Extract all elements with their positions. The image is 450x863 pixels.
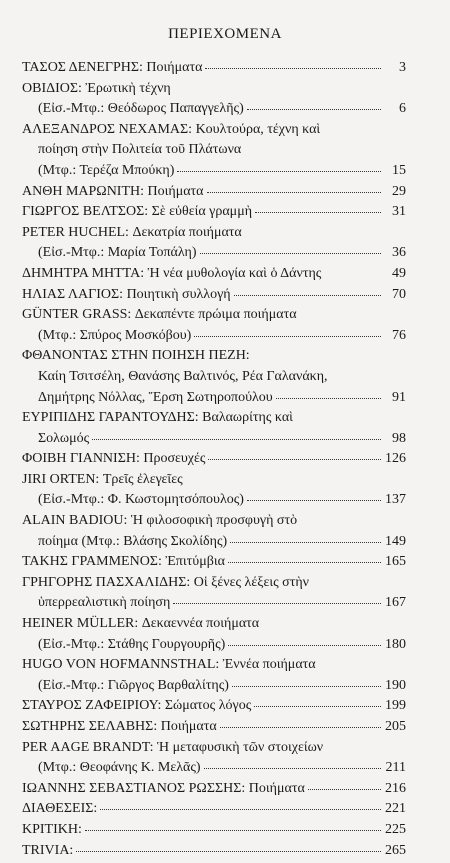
toc-entry — [22, 369, 406, 390]
toc-entry-text: ποίημα (Μτφ.: Βλάσης Σκολίδης) — [38, 533, 228, 549]
page-number: 49 — [392, 265, 406, 281]
dot-leader — [220, 727, 381, 728]
toc-entry — [22, 740, 406, 761]
dot-leader — [247, 500, 381, 501]
page-number: 31 — [392, 204, 406, 220]
toc-entry-text: Σολωμός — [38, 430, 90, 446]
toc-entry-text: ΕΥΡΙΠΙΔΗΣ ΓΑΡΑΝΤΟΥΔΗΣ: Βαλαωρίτης καὶ — [22, 410, 293, 426]
toc-entry-text: ΣΩΤΗΡΗΣ ΣΕΛΑΒΗΣ: Ποιήματα — [22, 719, 217, 734]
page-number: 76 — [392, 327, 406, 343]
table-of-contents — [22, 60, 406, 863]
page-number: 91 — [392, 389, 406, 405]
toc-entry-text: (Εἰσ.-Μτφ.: Μαρία Τοπάλη) — [38, 245, 197, 261]
toc-entry — [22, 534, 406, 555]
dot-leader — [207, 192, 381, 193]
dot-leader — [194, 336, 381, 337]
dot-leader — [308, 789, 381, 790]
toc-entry — [22, 163, 406, 184]
toc-entry — [22, 348, 406, 369]
toc-entry — [22, 575, 406, 596]
toc-entry-text: ΔΙΑΘΕΣΕΙΣ: — [22, 801, 98, 817]
page-number: 216 — [385, 780, 406, 796]
toc-entry — [22, 122, 406, 143]
dot-leader — [76, 851, 381, 852]
toc-entry — [22, 328, 406, 349]
toc-entry — [22, 781, 406, 802]
page-number: 165 — [385, 554, 406, 570]
toc-entry-text: ΤΑΣΟΣ ΔΕΝΕΓΡΗΣ: Ποιήματα — [22, 60, 203, 75]
toc-entry — [22, 307, 406, 328]
toc-entry — [22, 225, 406, 246]
toc-entry — [22, 287, 406, 308]
dot-leader — [255, 212, 381, 213]
toc-entry — [22, 616, 406, 637]
toc-entry-text: Δημήτρης Νόλλας, Ἔρση Σωτηροπούλου — [38, 389, 273, 405]
toc-entry — [22, 410, 406, 431]
toc-entry — [22, 431, 406, 452]
toc-entry-text: GÜNTER GRASS: Δεκαπέντε πρώιμα ποιήματα — [22, 307, 297, 323]
page-number: 98 — [392, 430, 406, 446]
toc-entry — [22, 554, 406, 575]
page-number: 265 — [385, 842, 406, 858]
toc-entry — [22, 492, 406, 513]
toc-entry — [22, 513, 406, 534]
toc-entry — [22, 637, 406, 658]
dot-leader — [228, 562, 381, 563]
page-title: ΠΕΡΙΕΧΟΜΕΝΑ — [168, 26, 282, 42]
toc-entry — [22, 245, 406, 266]
toc-entry-text: ΣΤΑΥΡΟΣ ΖΑΦΕΙΡΙΟΥ: Σώματος λόγος — [22, 698, 252, 714]
toc-entry-text: (Εἰσ.-Μτφ.: Στάθης Γουργουρῆς) — [38, 636, 226, 652]
toc-entry — [22, 81, 406, 102]
toc-entry-text: (Μτφ.: Θεοφάνης Κ. Μελᾶς) — [38, 760, 201, 776]
dot-leader — [173, 603, 381, 604]
dot-leader — [85, 830, 381, 831]
dot-leader — [228, 645, 381, 646]
dot-leader — [230, 542, 381, 543]
toc-entry-text: (Εἰσ.-Μτφ.: Γιῶργος Βαρθαλίτης) — [38, 677, 229, 693]
page-number: 211 — [385, 760, 406, 776]
toc-entry-text: ΑΝΘΗ ΜΑΡΩΝΙΤΗ: Ποιήματα — [22, 183, 204, 199]
page-number: 137 — [385, 492, 406, 508]
toc-entry-text: PER AAGE BRANDT: Ἡ μεταφυσικὴ τῶν στοιχείων — [22, 739, 324, 755]
page-number: 225 — [385, 821, 406, 837]
dot-leader — [177, 171, 381, 172]
toc-entry — [22, 843, 406, 863]
toc-entry-text: JIRI ORTEN: Τρεῖς ἐλεγεῖες — [22, 471, 183, 487]
dot-leader — [200, 253, 382, 254]
dot-leader — [234, 295, 381, 296]
page-number: 15 — [392, 162, 406, 178]
toc-entry-text: ΦΟΙΒΗ ΓΙΑΝΝΙΣΗ: Προσευχές — [22, 451, 206, 467]
dot-leader — [92, 439, 381, 440]
dot-leader — [276, 398, 381, 399]
toc-entry — [22, 390, 406, 411]
toc-entry-text: ΙΩΑΝΝΗΣ ΣΕΒΑΣΤΙΑΝΟΣ ΡΩΣΣΗΣ: Ποιήματα — [22, 780, 305, 796]
toc-entry-text: (Μτφ.: Σπύρος Μοσκόβου) — [38, 327, 192, 343]
toc-entry — [22, 760, 406, 781]
toc-entry-text: TRIVIA: — [22, 842, 74, 858]
toc-entry-text: ποίηση στὴν Πολιτεία τοῦ Πλάτωνα — [38, 142, 242, 158]
toc-entry-text: ΓΡΗΓΟΡΗΣ ΠΑΣΧΑΛΙΔΗΣ: Οἱ ξένες λέξεις στὴν — [22, 574, 309, 590]
page-number: 149 — [385, 533, 406, 549]
toc-entry — [22, 822, 406, 843]
toc-entry — [22, 678, 406, 699]
page-number: 126 — [385, 451, 406, 467]
toc-entry-text: ΔΗΜΗΤΡΑ ΜΗΤΤΑ: Ἡ νέα μυθολογία καὶ ὁ Δάντης — [22, 265, 322, 281]
dot-leader — [204, 768, 381, 769]
toc-entry-text: HUGO VON HOFMANNSTHAL: Ἐννέα ποιήματα — [22, 657, 316, 673]
toc-entry-text: ΚΡΙΤΙΚΗ: — [22, 821, 82, 837]
toc-entry — [22, 801, 406, 822]
toc-entry — [22, 142, 406, 163]
dot-leader — [205, 68, 381, 69]
dot-leader — [208, 459, 381, 460]
toc-entry-text: ὑπερρεαλιστικὴ ποίηση — [38, 595, 171, 611]
toc-entry — [22, 472, 406, 493]
toc-entry — [22, 266, 406, 287]
toc-entry — [22, 60, 406, 81]
page-number: 167 — [385, 595, 406, 611]
page-number: 29 — [392, 183, 406, 199]
toc-entry — [22, 657, 406, 678]
toc-entry — [22, 204, 406, 225]
toc-entry-text: ΓΙΩΡΓΟΣ ΒΕΛΤΣΟΣ: Σὲ εὐθεία γραμμὴ — [22, 204, 253, 220]
page-number: 36 — [392, 245, 406, 261]
toc-entry-text: ΟΒΙΔΙΟΣ: Ἐρωτικὴ τέχνη — [22, 80, 171, 96]
page-number: 205 — [385, 719, 406, 734]
dot-leader — [254, 706, 381, 707]
toc-entry-text: ΦΘΑΝΟΝΤΑΣ ΣΤΗΝ ΠΟΙΗΣΗ ΠΕΖΗ: — [22, 348, 250, 364]
page-number: 221 — [385, 801, 406, 817]
toc-entry — [22, 595, 406, 616]
toc-entry-text: ALAIN BADIOU: Ἡ φιλοσοφικὴ προσφυγὴ στὸ — [22, 513, 298, 529]
dot-leader — [247, 109, 381, 110]
page-number: 190 — [385, 677, 406, 693]
toc-entry-text: Καίη Τσιτσέλη, Θανάσης Βαλτινός, Ρέα Γαλανάκη, — [38, 368, 328, 384]
page-number: 70 — [392, 286, 406, 302]
toc-entry — [22, 101, 406, 122]
toc-entry-text: ΑΛΕΞΑΝΔΡΟΣ ΝΕΧΑΜΑΣ: Κουλτούρα, τέχνη καὶ — [22, 121, 321, 137]
toc-entry-text: (Μτφ.: Τερέζα Μπούκη) — [38, 162, 175, 178]
page-number: 6 — [399, 101, 406, 117]
toc-entry-text: ΗΛΙΑΣ ΛΑΓΙΟΣ: Ποιητικὴ συλλογή — [22, 286, 231, 302]
dot-leader — [100, 809, 381, 810]
page-number: 199 — [385, 698, 406, 714]
page-number: 3 — [399, 60, 406, 75]
toc-entry — [22, 184, 406, 205]
toc-entry — [22, 719, 406, 740]
toc-entry-text: (Εἰσ.-Μτφ.: Θεόδωρος Παπαγγελῆς) — [38, 101, 244, 117]
toc-entry-text: (Εἰσ.-Μτφ.: Φ. Κωστομητσόπουλος) — [38, 492, 244, 508]
dot-leader — [232, 686, 381, 687]
toc-entry — [22, 451, 406, 472]
toc-entry-text: PETER HUCHEL: Δεκατρία ποιήματα — [22, 224, 242, 240]
page-number: 180 — [385, 636, 406, 652]
toc-entry-text: ΤΑΚΗΣ ΓΡΑΜΜΕΝΟΣ: Ἐπιτύμβια — [22, 554, 225, 570]
toc-entry — [22, 698, 406, 719]
toc-entry-text: HEINER MÜLLER: Δεκαεννέα ποιήματα — [22, 616, 260, 632]
